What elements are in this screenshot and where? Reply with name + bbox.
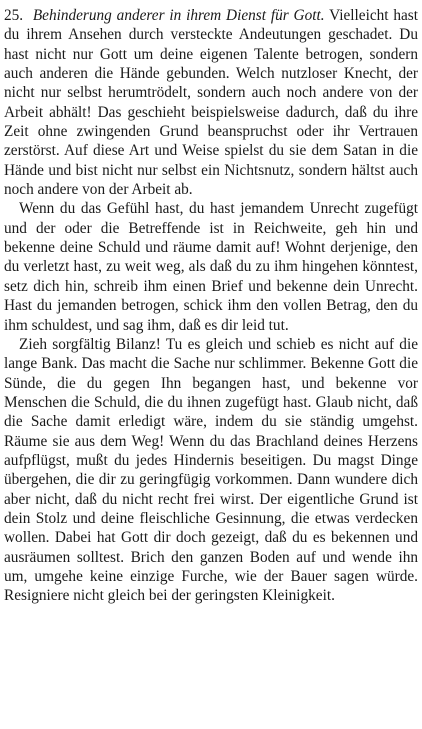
paragraph-text: Vielleicht hast du ihrem Ansehen durch versteckte Andeutungen geschadet. Du hast nicht nur Gott um deine eigenen Talente betrogen, sondern auch anderen die Hände gebunden. Welch nutzloser Knecht, der nicht nur selbst herumtrödelt, sondern auch noch andere von der Arbeit abhält! Das geschieht beispielsweise dadurch, daß du ihre Zeit ohne zwingenden Grund beanspruchst oder ihr Vertrauen zerstörst. Auf diese Art und Weise spielst du sie dem Satan in die Hände und bist nicht nur selbst ein Nichtsnutz, sondern hältst auch noch andere von der Arbeit ab.	[4, 7, 418, 199]
paragraph-balance-sheet: Zieh sorgfältig Bilanz! Tu es gleich und schieb es nicht auf die lange Bank. Das macht die Sache nur schlimmer. Bekenne Gott die Sünde, die du gegen Ihn begangen hast, und bekenne vor Menschen die Schuld, die du ihnen zugefügt hast. Glaub nicht, daß die Sache damit erledigt wäre, indem du sie ständig umgehst. Räume sie aus dem Weg! Wenn du das Brachland deines Herzens aufpflügst, mußt du jedes Hindernis beseitigen. Du magst Dinge übergehen, die dir zu geringfügig vorkommen. Dann wundere dich aber nicht, daß du nicht recht frei wirst. Der eigentliche Grund ist dein Stolz und deine fleischliche Gesinnung, die etwas verdecken wollen. Dabei hat Gott dir doch gezeigt, daß du es bekennen und ausräumen solltest. Brich den ganzen Boden auf und wende ihn um, umgehe keine einzige Furche, wie der Bauer sagen würde. Resigniere nicht gleich bei der geringsten Kleinigkeit.	[4, 335, 418, 605]
document-page	[4, 6, 418, 606]
section-number: 25.	[4, 7, 24, 24]
paragraph-section-25	[4, 6, 418, 199]
section-heading: Behinderung anderer in ihrem Dienst für Gott.	[32, 7, 325, 24]
paragraph-confession-letter: Wenn du das Gefühl hast, du hast jemandem Unrecht zugefügt und der oder die Betreffende ist in Reichweite, geh hin und bekenne deine Schuld und räume damit auf! Wohnt derjenige, den du verletzt hast, zu weit weg, als daß du zu ihm hingehen könntest, setz dich hin, schreib ihm einen Brief und bekenne dein Unrecht. Hast du jemanden betrogen, schick ihm den vollen Betrag, den du ihm schuldest, und sag ihm, daß es dir leid tut.	[4, 200, 418, 334]
